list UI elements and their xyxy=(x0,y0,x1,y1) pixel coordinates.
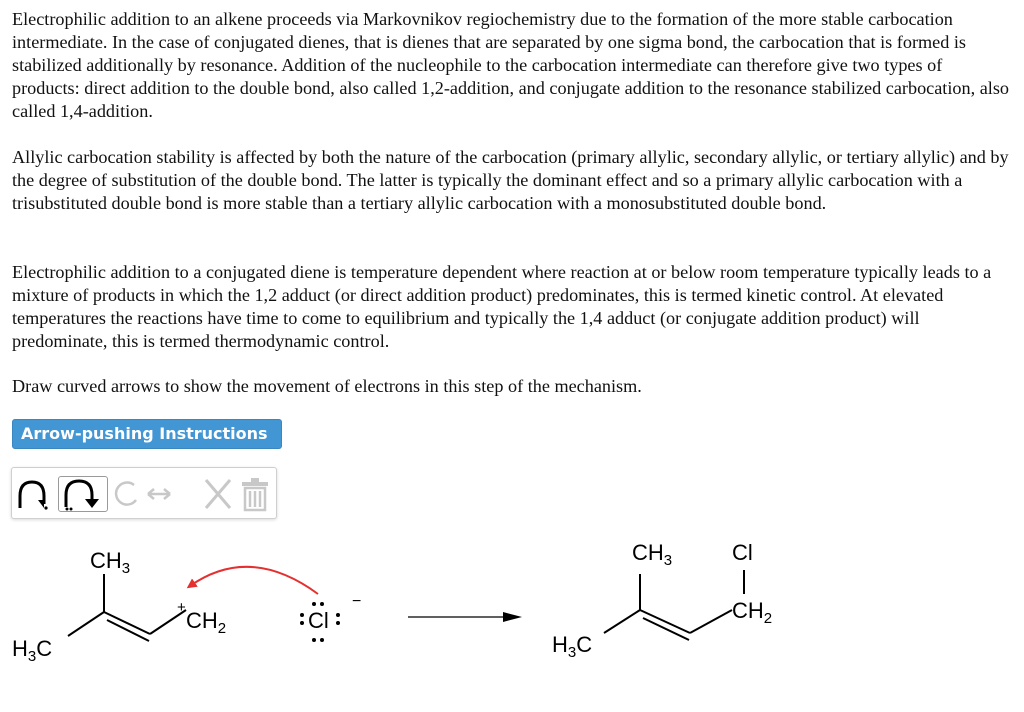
bond xyxy=(690,610,732,633)
reactant-ch3-label: $CH_3$ xyxy=(90,548,131,577)
lone-pair-dot xyxy=(336,613,340,617)
product-ch2-label: $CH_2$ xyxy=(732,598,773,627)
single-electron-arrow-icon xyxy=(16,476,56,512)
lone-pair-dot xyxy=(336,621,340,625)
resonance-arrow-tool[interactable] xyxy=(144,476,174,512)
product-ch3-label: $CH_3$ xyxy=(632,540,673,569)
chloride-label: Cl xyxy=(308,608,329,633)
lone-pair-dot xyxy=(320,602,324,606)
product-cl-label: Cl xyxy=(732,540,753,565)
product-allyl-chloride xyxy=(552,540,772,661)
lone-pair-dot xyxy=(300,613,304,617)
delete-tool[interactable] xyxy=(202,476,234,512)
temperature-paragraph: Electrophilic addition to a conjugated diene is temperature dependent where reaction at or below room temperature typically leads to a mixture of products in which the 1,2 adduct (or direct addition product) predominates, this is termed kinetic control. At elevated temperatures the reactions have time to come to equilibrium and typically the 1,4 adduct (or conjugate addition product) will predominate, this is termed thermodynamic control. xyxy=(12,262,992,351)
positive-charge: + xyxy=(177,599,186,616)
reactant-h3c-label: $H_3C$ xyxy=(12,636,53,665)
reactant-carbocation xyxy=(12,548,226,665)
clear-all-tool[interactable] xyxy=(240,476,270,512)
electron-pair-arrow-icon xyxy=(59,477,107,511)
arrow-pushing-instructions-button[interactable]: Arrow-pushing Instructions xyxy=(12,419,282,449)
product-h3c-label: $H_3C$ xyxy=(552,632,593,661)
lone-pair-dot xyxy=(320,638,324,642)
trash-icon xyxy=(240,476,270,512)
bond xyxy=(604,610,640,633)
chloride-anion xyxy=(300,593,361,642)
lone-pair-dot xyxy=(300,621,304,625)
stability-paragraph: Allylic carbocation stability is affected by both the nature of the carbocation (primary allylic, secondary allylic, or tertiary allylic) and by the degree of substitution of the double bond. The latter is typically the dominant effect and so a primary allylic carbocation with a trisubstituted double bond is more stable than a tertiary allylic carbocation with a monosubstituted double bond. xyxy=(12,147,1009,213)
curved-electron-arrow xyxy=(190,567,318,594)
negative-charge: − xyxy=(352,593,362,610)
electron-pair-arrow-tool[interactable] xyxy=(58,476,108,512)
mechanism-scheme xyxy=(0,530,1024,712)
circle-arrow-icon xyxy=(112,476,142,512)
close-icon xyxy=(202,476,234,512)
reactant-ch2-label: $CH_2$ xyxy=(186,608,227,637)
double-headed-arrow-icon xyxy=(144,476,174,512)
lone-pair-dot xyxy=(312,638,316,642)
arrow-toolbar xyxy=(11,467,277,519)
task-instruction: Draw curved arrows to show the movement of electrons in this step of the mechanism. xyxy=(12,376,642,396)
intro-paragraph: Electrophilic addition to an alkene proceeds via Markovnikov regiochemistry due to the formation of the more stable carbocation intermediate. In the case of conjugated dienes, that is dienes that are separated by one sigma bond, the carbocation that is formed is stabilized additionally by resonance. Addition of the nucleophile to the carbocation intermediate can therefore give two types of products: direct addition to the double bond, also called 1,2-addition, and conjugate addition to the resonance stabilized carbocation, also called 1,4-addition. xyxy=(12,9,1009,121)
bond xyxy=(68,612,104,636)
reaction-arrow xyxy=(408,612,522,622)
single-electron-arrow-tool[interactable] xyxy=(16,476,56,512)
add-arrow-tool[interactable] xyxy=(112,476,142,512)
lone-pair-dot xyxy=(312,602,316,606)
